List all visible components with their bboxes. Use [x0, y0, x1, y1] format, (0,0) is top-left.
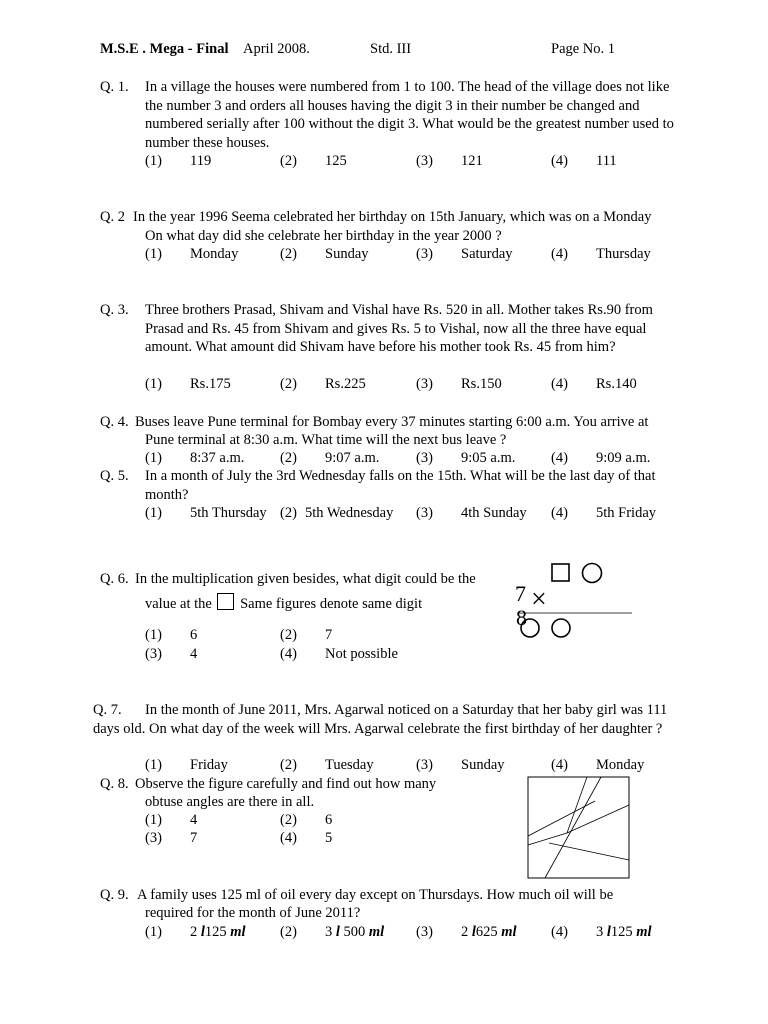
- option-value: 121: [461, 153, 483, 169]
- option-value: 119: [190, 153, 212, 169]
- option-number: (2): [280, 505, 297, 521]
- option-number: (3): [416, 153, 433, 169]
- times-icon: ×: [531, 584, 547, 615]
- option-number: (3): [416, 376, 433, 392]
- option-number: (3): [145, 830, 162, 846]
- option-value: Sunday: [461, 757, 505, 773]
- option-number: (2): [280, 627, 297, 643]
- question-text: Three brothers Prasad, Shivam and Vishal have Rs. 520 in all. Mother takes Rs.90 from Prasad and Rs. 45 from Shivam and gives Rs. 5 to Vishal, now all the three have equal amount. What amount did Shivam have before his mother took Rs. 45 from him?: [145, 302, 653, 355]
- option-number: (4): [551, 153, 568, 169]
- option-value: Monday: [190, 246, 239, 262]
- option-number: (4): [551, 505, 568, 521]
- option-value: Saturday: [461, 246, 513, 262]
- option-number: (1): [145, 505, 162, 521]
- ml-unit: ml: [368, 924, 385, 940]
- header-std: Std. III: [370, 41, 412, 57]
- option-number: (2): [280, 757, 297, 773]
- option-value: Friday: [190, 757, 228, 773]
- question-text: Buses leave Pune terminal for Bombay every 37 minutes starting 6:00 a.m. You arrive at: [135, 414, 649, 430]
- option-number: (4): [551, 924, 568, 940]
- figure-digit-8: 8: [516, 605, 527, 630]
- option-number: (4): [551, 757, 568, 773]
- option-number: (1): [145, 757, 162, 773]
- option-number: (3): [416, 505, 433, 521]
- header-title: M.S.E . Mega - Final: [100, 41, 229, 57]
- question-text: required for the month of June 2011?: [145, 905, 361, 921]
- option-number: (2): [280, 153, 297, 169]
- question-text: In a month of July the 3rd Wednesday falls on the 15th. What will be the last day of that month?: [145, 468, 656, 503]
- question-number: Q. 5.: [100, 468, 129, 484]
- liters: 2: [461, 924, 469, 940]
- question-text: In the multiplication given besides, what digit could be the: [135, 571, 476, 587]
- figure-digit-7: 7: [515, 581, 526, 606]
- question-number: Q. 7.: [93, 702, 122, 718]
- option-value: [190, 923, 246, 941]
- option-value: 5: [325, 830, 333, 846]
- option-value: [325, 923, 384, 941]
- option-number: (3): [416, 246, 433, 262]
- option-number: (1): [145, 924, 162, 940]
- option-number: (1): [145, 246, 162, 262]
- option-number: (3): [416, 757, 433, 773]
- liters: 3: [325, 924, 333, 940]
- option-number: (4): [551, 450, 568, 466]
- option-value: 111: [596, 153, 617, 169]
- option-value: Sunday: [325, 246, 369, 262]
- option-number: (2): [280, 450, 297, 466]
- option-number: (2): [280, 376, 297, 392]
- question-number: Q. 8.: [100, 776, 129, 792]
- option-value: 5th Thursday: [190, 505, 267, 521]
- liters: 3: [596, 924, 604, 940]
- option-number: (2): [280, 924, 297, 940]
- question-text: obtuse angles are there in all.: [145, 794, 315, 810]
- liter-unit: l: [200, 924, 205, 940]
- question-text: In the month of June 2011, Mrs. Agarwal noticed on a Saturday that her baby girl was 111 days old. On what day of the week will Mrs. Agarwal celebrate the first birthday of her daughter ?: [93, 702, 668, 737]
- option-value: Thursday: [596, 246, 651, 262]
- option-number: (2): [280, 246, 297, 262]
- question-text: Observe the figure carefully and find out how many: [135, 776, 437, 792]
- liter-unit: l: [471, 924, 476, 940]
- ml-unit: ml: [230, 924, 246, 940]
- option-value: Tuesday: [325, 757, 374, 773]
- figure-line: [549, 843, 629, 860]
- question-number: Q. 3.: [100, 302, 129, 318]
- liters: 2: [190, 924, 198, 940]
- option-value: 7: [325, 627, 333, 643]
- option-value: 8:37 a.m.: [190, 450, 245, 466]
- option-number: (2): [280, 812, 297, 828]
- milliliters: 625: [475, 924, 498, 940]
- option-value: 4th Sunday: [461, 505, 527, 521]
- option-value: 9:09 a.m.: [596, 450, 651, 466]
- header-page: Page No. 1: [551, 41, 616, 57]
- option-value: Monday: [596, 757, 645, 773]
- question-number: Q. 2: [100, 209, 125, 225]
- option-value: 125: [325, 153, 347, 169]
- option-value: 9:07 a.m.: [325, 450, 380, 466]
- option-value: [461, 923, 517, 941]
- option-value: 9:05 a.m.: [461, 450, 516, 466]
- question-text-part: Same figures denote same digit: [240, 596, 423, 612]
- option-value: 4: [190, 812, 198, 828]
- question-text: Pune terminal at 8:30 a.m. What time will the next bus leave ?: [145, 432, 507, 448]
- figure-line: [545, 777, 601, 878]
- figure-line: [567, 805, 629, 833]
- option-number: (4): [551, 246, 568, 262]
- option-number: (1): [145, 450, 162, 466]
- option-value: 7: [190, 830, 198, 846]
- header-date: April 2008.: [243, 41, 310, 57]
- milliliters: 500: [343, 924, 366, 940]
- option-number: (3): [416, 450, 433, 466]
- option-number: (4): [280, 830, 297, 846]
- option-number: (1): [145, 376, 162, 392]
- question-number: Q. 6.: [100, 571, 129, 587]
- option-number: (1): [145, 627, 162, 643]
- question-number: Q. 4.: [100, 414, 129, 430]
- figure-line: [567, 777, 587, 833]
- option-value: [596, 923, 652, 941]
- milliliters: 125: [204, 924, 227, 940]
- question-text-part: value at the: [145, 596, 212, 612]
- option-value: Rs.225: [325, 376, 366, 392]
- liter-unit: l: [606, 924, 611, 940]
- option-value: Rs.140: [596, 376, 637, 392]
- option-number: (3): [145, 646, 162, 662]
- question-text: In a village the houses were numbered from 1 to 100. The head of the village does not like the number 3 and orders all houses having the digit 3 in their number be changed and numbered serially after 100 without the digit 3. What would be the greatest number used to number these houses.: [145, 79, 674, 151]
- option-number: (1): [145, 153, 162, 169]
- ml-unit: ml: [636, 924, 652, 940]
- question-number: Q. 1.: [100, 79, 129, 95]
- question-text: In the year 1996 Seema celebrated her birthday on 15th January, which was on a Monday: [133, 209, 652, 225]
- option-value: Rs.175: [190, 376, 231, 392]
- option-value: Rs.150: [461, 376, 502, 392]
- milliliters: 125: [610, 924, 633, 940]
- figure-line: [528, 833, 567, 845]
- option-value: 6: [325, 812, 333, 828]
- option-number: (1): [145, 812, 162, 828]
- option-value: 4: [190, 646, 198, 662]
- option-value: 6: [190, 627, 198, 643]
- option-number: (4): [551, 376, 568, 392]
- question-text: On what day did she celebrate her birthday in the year 2000 ?: [145, 228, 502, 244]
- option-number: (4): [280, 646, 297, 662]
- option-value: Not possible: [325, 646, 398, 662]
- option-value: 5th Wednesday: [305, 505, 394, 521]
- option-value: 5th Friday: [596, 505, 657, 521]
- option-number: (3): [416, 924, 433, 940]
- liter-unit: l: [335, 924, 340, 940]
- ml-unit: ml: [501, 924, 517, 940]
- question-number: Q. 9.: [100, 887, 129, 903]
- question-text: A family uses 125 ml of oil every day except on Thursdays. How much oil will be: [137, 887, 614, 903]
